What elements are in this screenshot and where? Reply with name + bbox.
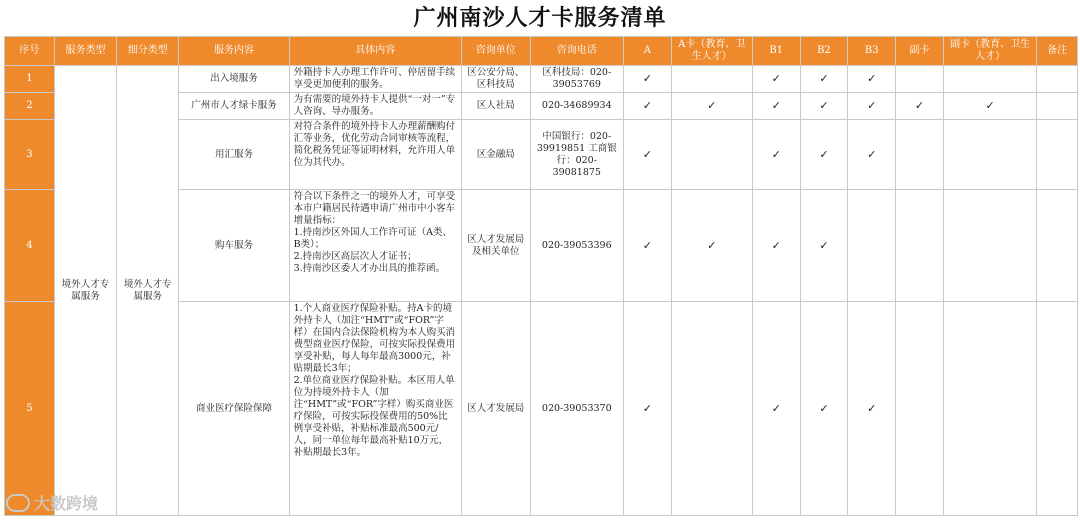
service-content-cell: 购车服务 bbox=[179, 190, 289, 302]
row-number: 4 bbox=[5, 190, 55, 302]
check-cell bbox=[896, 66, 944, 93]
checkmark-icon: ✓ bbox=[707, 99, 717, 112]
checkmark-icon: ✓ bbox=[642, 72, 652, 85]
checkmark-icon: ✓ bbox=[642, 401, 652, 415]
col-header: B1 bbox=[752, 37, 800, 66]
check-cell bbox=[896, 190, 944, 302]
check-cell bbox=[752, 302, 800, 516]
checkmark-icon: ✓ bbox=[819, 401, 829, 415]
checkmark-icon: ✓ bbox=[771, 238, 781, 252]
remark-cell bbox=[1037, 120, 1078, 190]
row-number: 2 bbox=[5, 93, 55, 120]
check-cell bbox=[671, 302, 752, 516]
check-cell bbox=[752, 190, 800, 302]
checkmark-icon: ✓ bbox=[985, 99, 995, 112]
service-content-cell: 用汇服务 bbox=[179, 120, 289, 190]
check-cell bbox=[943, 93, 1036, 120]
check-cell bbox=[800, 190, 848, 302]
check-cell bbox=[848, 302, 896, 516]
check-cell bbox=[624, 66, 672, 93]
remark-cell bbox=[1037, 190, 1078, 302]
checkmark-icon: ✓ bbox=[867, 147, 877, 161]
page-title: 广州南沙人才卡服务清单 bbox=[413, 5, 667, 31]
check-cell bbox=[671, 190, 752, 302]
checkmark-icon: ✓ bbox=[771, 72, 781, 85]
remark-cell bbox=[1037, 66, 1078, 93]
check-cell bbox=[800, 120, 848, 190]
checkmark-icon: ✓ bbox=[914, 99, 925, 112]
detail-cell: 符合以下条件之一的境外人才，可享受本市户籍居民待遇申请广州市中小客车增量指标： 1.持南沙区外国人工作许可证（A类、B类）； 2.持南沙区高层次人才证书； 3.持南沙区委人才办出具的推荐函。 bbox=[289, 190, 461, 302]
watermark bbox=[6, 491, 98, 514]
checkmark-icon: ✓ bbox=[867, 401, 877, 415]
phone-cell: 中国银行：020-39919851 工商银行：020-39081875 bbox=[530, 120, 623, 190]
check-cell bbox=[800, 66, 848, 93]
check-cell bbox=[896, 302, 944, 516]
checkmark-icon: ✓ bbox=[867, 99, 877, 112]
checkmark-icon: ✓ bbox=[819, 72, 829, 85]
checkmark-icon: ✓ bbox=[642, 99, 652, 112]
check-cell bbox=[848, 190, 896, 302]
col-header: A bbox=[624, 37, 672, 66]
service-content-cell: 广州市人才绿卡服务 bbox=[179, 93, 289, 120]
phone-cell: 020-39053370 bbox=[530, 302, 623, 516]
detail-cell: 外籍持卡人办理工作许可、停居留手续享受更加便利的服务。 bbox=[289, 66, 461, 93]
col-header: 副卡 bbox=[896, 37, 944, 66]
checkmark-icon: ✓ bbox=[819, 147, 829, 161]
col-header: B2 bbox=[800, 37, 848, 66]
check-cell bbox=[624, 302, 672, 516]
unit-cell: 区公安分局、区科技局 bbox=[461, 66, 530, 93]
col-header: 具体内容 bbox=[289, 37, 461, 66]
unit-cell: 区金融局 bbox=[461, 120, 530, 190]
check-cell bbox=[624, 190, 672, 302]
check-cell bbox=[943, 190, 1036, 302]
detail-cell: 对符合条件的境外持卡人办理薪酬购付汇等业务，优化劳动合同审核等流程，简化税务凭证等证明材料，允许用人单位为其代办。 bbox=[289, 120, 461, 190]
check-cell bbox=[848, 93, 896, 120]
checkmark-icon: ✓ bbox=[771, 99, 781, 112]
checkmark-icon: ✓ bbox=[771, 147, 781, 161]
table-row bbox=[5, 66, 1078, 93]
check-cell bbox=[943, 66, 1036, 93]
unit-cell: 区人社局 bbox=[461, 93, 530, 120]
phone-cell: 区科技局：020-39053769 bbox=[530, 66, 623, 93]
service-table bbox=[4, 36, 1078, 516]
col-header: 副卡（教育、卫生人才） bbox=[943, 37, 1036, 66]
check-cell bbox=[671, 93, 752, 120]
check-cell bbox=[624, 93, 672, 120]
service-content-cell: 出入境服务 bbox=[179, 66, 289, 93]
detail-cell: 1.个人商业医疗保险补贴。持A卡的境外持卡人（加注“HMT”或“FOR”字样）在国内合法保险机构为本人购买消费型商业医疗保险，可按实际投保费用享受补贴，每人每年最高3000元，补贴期最长3年； 2.单位商业医疗保险补贴。本区用人单位为持境外持卡人（加注“HMT”或“FOR”字样）购买商业医疗保险，可按实际投保费用的50%比例享受补贴，补贴标准最高500元/人，同一单位每年最高补贴10万元，补贴期最长3年。 bbox=[289, 302, 461, 516]
unit-cell: 区人才发展局 bbox=[461, 302, 530, 516]
detail-cell: 为有需要的境外持卡人提供“一对一”专人咨询、导办服务。 bbox=[289, 93, 461, 120]
service-content-cell: 商业医疗保险保障 bbox=[179, 302, 289, 516]
check-cell bbox=[800, 302, 848, 516]
check-cell bbox=[671, 120, 752, 190]
check-cell bbox=[624, 120, 672, 190]
checkmark-icon: ✓ bbox=[819, 99, 829, 112]
col-header: A卡（教育、卫生人才） bbox=[671, 37, 752, 66]
phone-cell: 020-39053396 bbox=[530, 190, 623, 302]
check-cell bbox=[848, 120, 896, 190]
row-number: 5 bbox=[5, 302, 55, 516]
check-cell bbox=[896, 93, 944, 120]
header-row bbox=[5, 37, 1078, 66]
remark-cell bbox=[1037, 302, 1078, 516]
col-header: 备注 bbox=[1037, 37, 1078, 66]
checkmark-icon: ✓ bbox=[771, 401, 781, 415]
checkmark-icon: ✓ bbox=[642, 147, 652, 161]
col-header: B3 bbox=[848, 37, 896, 66]
check-cell bbox=[752, 120, 800, 190]
unit-cell: 区人才发展局及相关单位 bbox=[461, 190, 530, 302]
check-cell bbox=[896, 120, 944, 190]
checkmark-icon: ✓ bbox=[642, 238, 652, 252]
checkmark-icon: ✓ bbox=[707, 238, 717, 252]
service-type-cell: 境外人才专属服务 bbox=[54, 66, 116, 516]
col-header: 咨询单位 bbox=[461, 37, 530, 66]
col-header: 咨询电话 bbox=[530, 37, 623, 66]
check-cell bbox=[943, 302, 1036, 516]
col-header: 服务类型 bbox=[54, 37, 116, 66]
check-cell bbox=[848, 66, 896, 93]
checkmark-icon: ✓ bbox=[819, 238, 829, 252]
check-cell bbox=[800, 93, 848, 120]
col-header: 序号 bbox=[5, 37, 55, 66]
row-number: 1 bbox=[5, 66, 55, 93]
checkmark-icon: ✓ bbox=[867, 72, 877, 85]
watermark-logo-icon bbox=[6, 494, 30, 512]
watermark-text: 大数跨境 bbox=[34, 494, 99, 513]
check-cell bbox=[943, 120, 1036, 190]
check-cell bbox=[752, 66, 800, 93]
sub-type-cell: 境外人才专属服务 bbox=[117, 66, 179, 516]
phone-cell: 020-34689934 bbox=[530, 93, 623, 120]
check-cell bbox=[752, 93, 800, 120]
row-number: 3 bbox=[5, 120, 55, 190]
col-header: 服务内容 bbox=[179, 37, 289, 66]
col-header: 细分类型 bbox=[117, 37, 179, 66]
check-cell bbox=[671, 66, 752, 93]
remark-cell bbox=[1037, 93, 1078, 120]
